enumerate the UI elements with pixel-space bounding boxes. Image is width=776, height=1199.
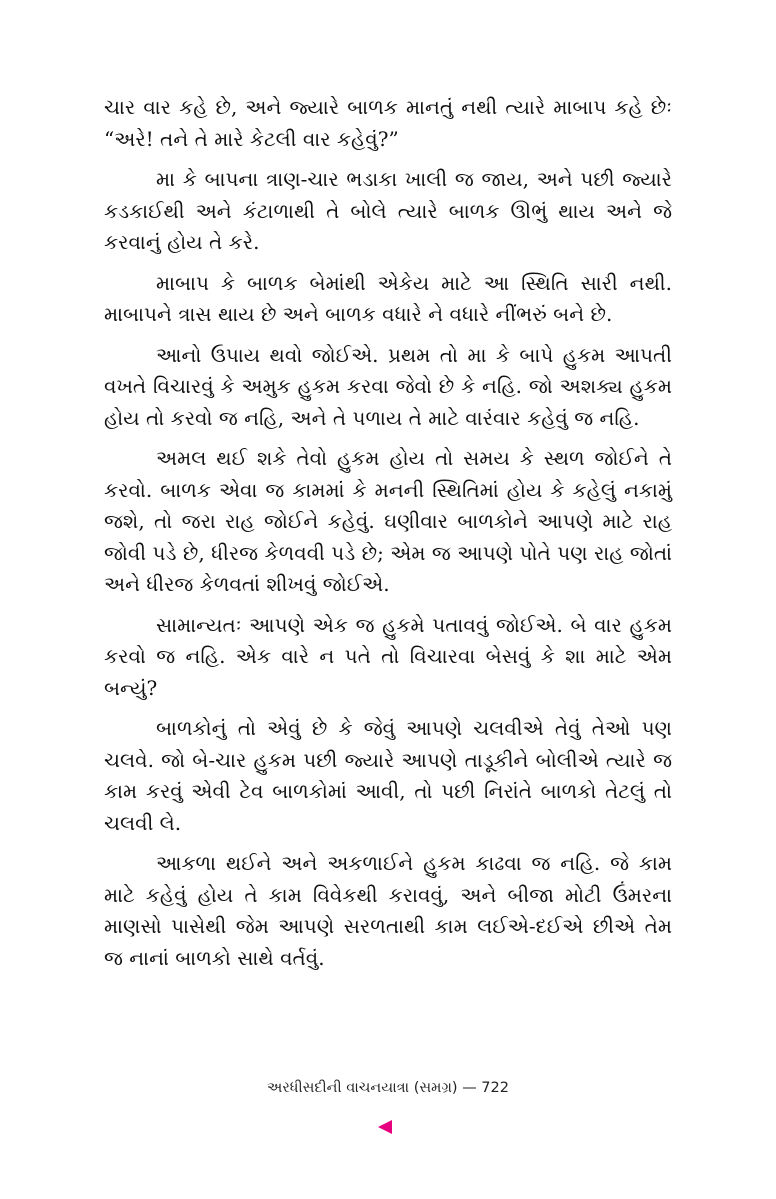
paragraph-3: માબાપ કે બાળક બેમાંથી એકેય માટે આ સ્થિતિ સારી નથી. માબાપને ત્રાસ થાય છે અને બાળક વધારે ને વધારે નીંભરું બને છે. (104, 270, 672, 326)
previous-page-icon[interactable] (378, 1120, 392, 1134)
paragraph-4: આનો ઉપાય થવો જોઈએ. પ્રથમ તો મા કે બાપે હુકમ આપતી વખતે વિચારવું કે અમુક હુકમ કરવા જેવો છે કે નહિ. જો અશક્ય હુકમ હોય તો કરવો જ નહિ, અને તે પળાય તે માટે વારંવાર કહેવું જ નહિ. (104, 342, 672, 430)
paragraph-2: મા કે બાપના ત્રાણ-ચાર ભડાકા ખાલી જ જાય, અને પછી જ્યારે કડકાઈથી અને કંટાળાથી તે બોલે ત્યારે બાળક ઊભું થાય અને જે કરવાનું હોય તે કરે. (104, 167, 672, 254)
paragraph-1: ચાર વાર કહે છે, અને જ્યારે બાળક માનતું નથી ત્યારે માબાપ કહે છેઃ “અરે! તને તે મારે કેટલી વાર કહેવું?” (104, 95, 672, 151)
paragraph-6: સામાન્યતઃ આપણે એક જ હુકમે પતાવવું જોઈએ. બે વાર હુકમ કરવો જ નહિ. એક વારે ન પતે તો વિચારવા બેસવું કે શા માટે એમ બન્યું? (104, 612, 672, 700)
page-body (104, 92, 672, 983)
paragraph-7: બાળકોનું તો એવું છે કે જેવું આપણે ચલવીએ તેવું તેઓ પણ ચલવે. જો બે-ચાર હુકમ પછી જ્યારે આપણે તાડૂકીને બોલીએ ત્યારે જ કામ કરવું એવી ટેવ બાળકોમાં આવી, તો પછી નિરાંતે બાળકો તેટલું તો ચલવી લે. (104, 716, 672, 835)
page-footer: અરધીસદીની વાચનયાત્રા (સમગ્ર) — 722 (267, 1080, 509, 1096)
paragraph-5: અમલ થઈ શકે તેવો હુકમ હોય તો સમય કે સ્થળ જોઈને તે કરવો. બાળક એવા જ કામમાં કે મનની સ્થિતિમાં હોય કે કહેલું નકામું જશે, તો જરા રાહ જોઈને કહેવું. ઘણીવાર બાળકોને આપણે માટે રાહ જોવી પડે છે, ધીરજ કેળવવી પડે છે; એમ જ આપણે પોતે પણ રાહ જોતાં અને ધીરજ કેળવતાં શીખવું જોઈએ. (104, 446, 672, 596)
paragraph-8: આકળા થઈને અને અકળાઈને હુકમ કાઢવા જ નહિ. જે કામ માટે કહેવું હોય તે કામ વિવેકથી કરાવવું, અને બીજા મોટી ઉંમરના માણસો પાસેથી જેમ આપણે સરળતાથી કામ લઈએ-દઈએ છીએ તેમ જ નાનાં બાળકો સાથે વર્તવું. (104, 851, 672, 970)
